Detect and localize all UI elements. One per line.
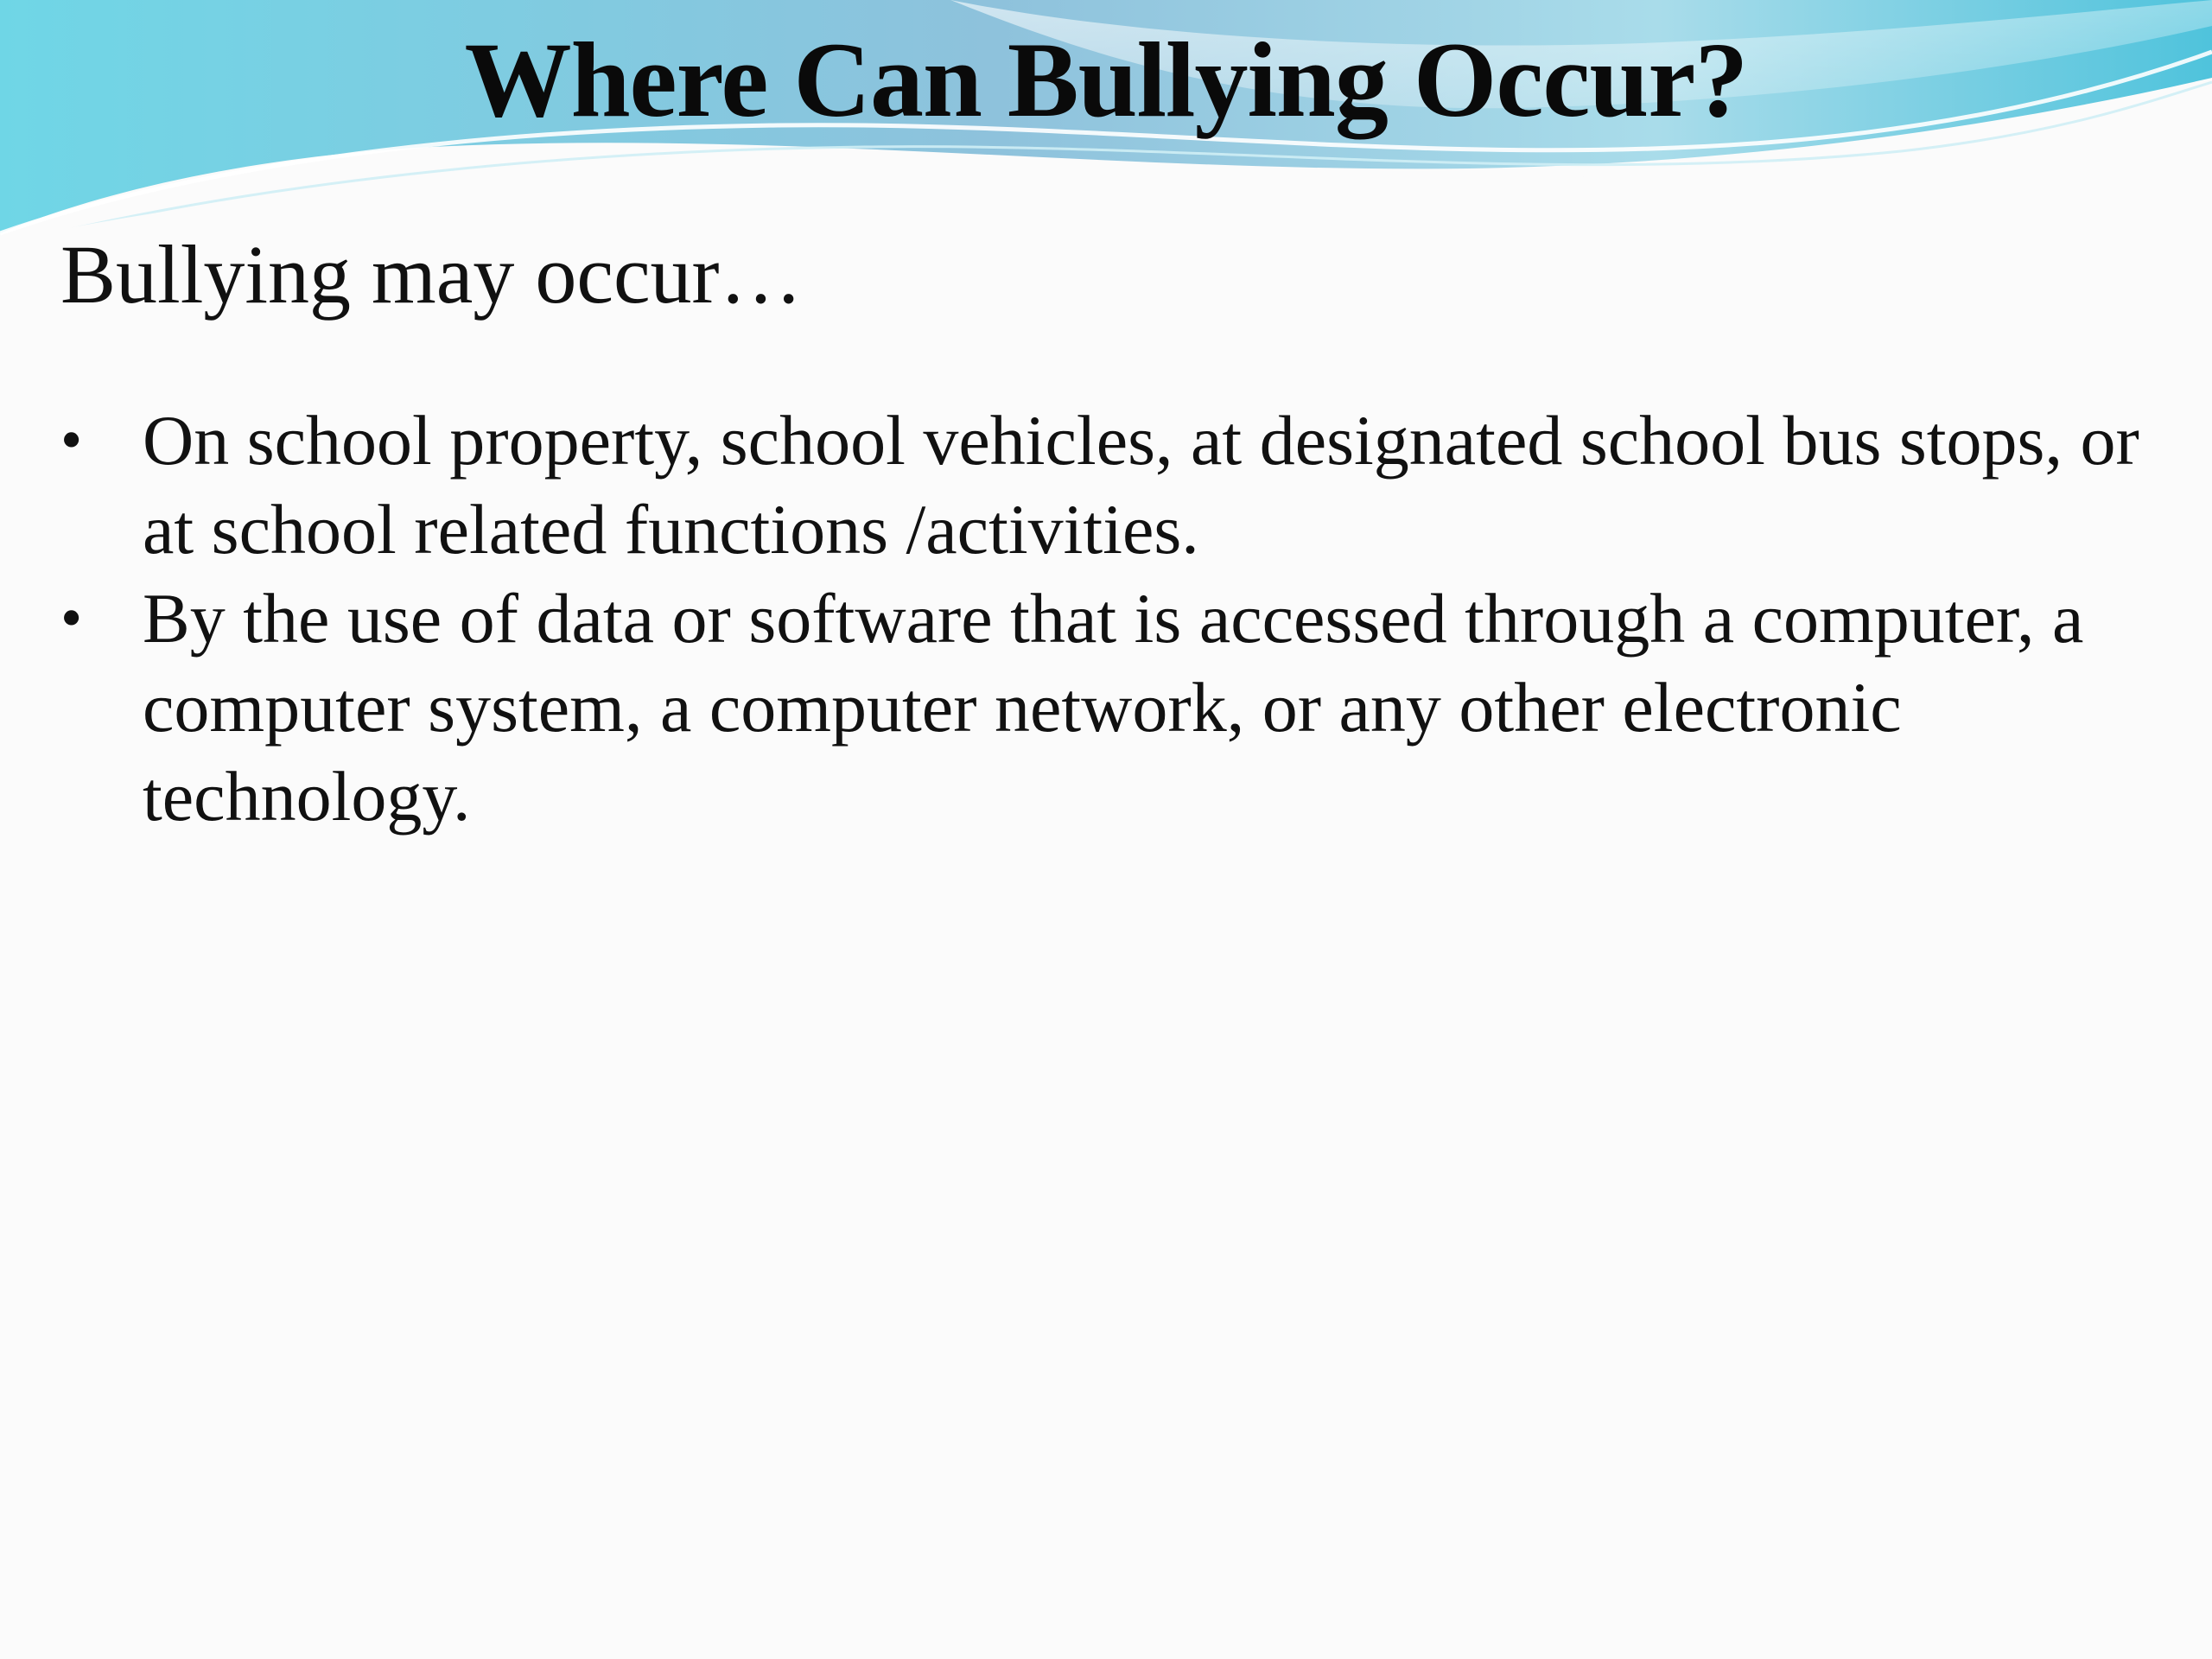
bullet-marker: • bbox=[60, 405, 83, 474]
bullet-list bbox=[60, 396, 2139, 841]
slide-content bbox=[60, 223, 2139, 841]
bullet-text: By the use of data or software that is accessed through a computer, a computer system, a computer network, or any other electronic technology. bbox=[143, 579, 2084, 836]
slide-title: Where Can Bullying Occur? bbox=[464, 21, 1748, 139]
bullet-item bbox=[60, 396, 2173, 574]
bullet-item bbox=[60, 574, 2173, 841]
intro-text: Bullying may occur… bbox=[60, 228, 803, 321]
bullet-marker: • bbox=[60, 583, 83, 652]
bullet-text: On school property, school vehicles, at designated school bus stops, or at school related functions /activities. bbox=[143, 401, 2139, 569]
